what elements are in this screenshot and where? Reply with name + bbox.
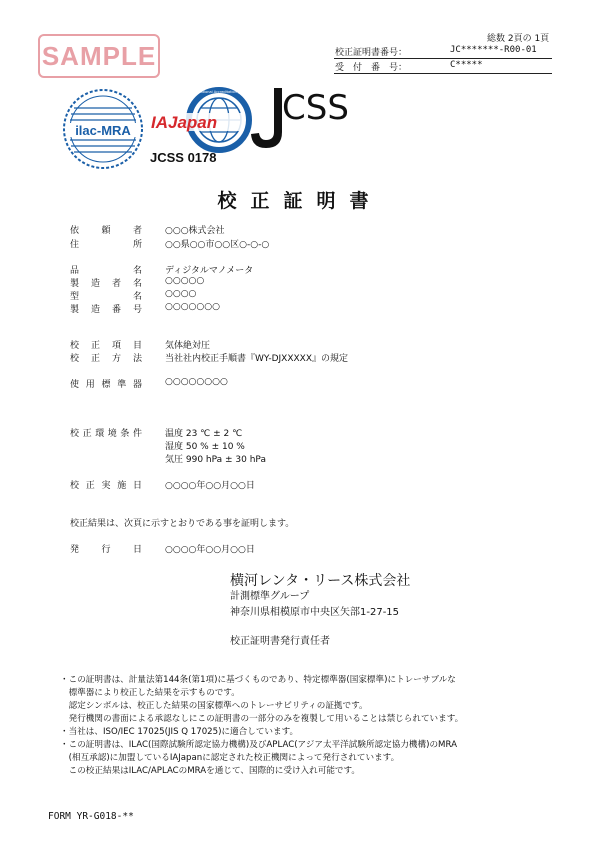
- receipt-number-label: 受 付 番 号：: [335, 63, 408, 73]
- environment-label: 校正環境条件: [70, 429, 142, 439]
- note-line: 標準器により校正した結果を示すものです。: [60, 688, 240, 698]
- maker-value: ○○○○○: [165, 276, 205, 286]
- env-humidity: 湿度 50 % ± 10 %: [165, 442, 245, 452]
- env-temperature: 温度 23 ℃ ± 2 ℃: [165, 429, 243, 439]
- iajapan-text: IAJapan: [151, 113, 218, 132]
- jcss-mark: [248, 84, 388, 154]
- serial-label: 製造番号: [70, 305, 142, 315]
- jcss-number: JCSS 0178: [150, 150, 217, 165]
- page-count: 総数 2頁の 1頁: [487, 34, 550, 44]
- address-value: ○○県○○市○○区○-○-○: [165, 240, 270, 250]
- issue-date-value: ○○○○年○○月○○日: [165, 545, 255, 555]
- form-number: FORM YR-G018-**: [48, 811, 134, 822]
- certification-statement: 校正結果は、次頁に示すとおりである事を証明します。: [70, 519, 295, 529]
- issue-date-label: 発行日: [70, 545, 142, 555]
- iajapan-ring-text: International Accreditation Japan: [190, 90, 248, 94]
- cert-number-value: JC*******-R00-01: [450, 45, 537, 55]
- standard-value: ○○○○○○○○: [165, 377, 228, 387]
- calibration-date-label: 校正実施日: [70, 481, 142, 491]
- issuer-responsible: 校正証明書発行責任者: [230, 636, 330, 647]
- client-value: ○○○株式会社: [165, 226, 225, 236]
- note-line: ・この証明書は、ILAC(国際試験所認定協力機構)及びAPLAC(アジア太平洋試験所認定協力機構)のMRA: [60, 740, 457, 750]
- env-pressure: 気圧 990 hPa ± 30 hPa: [165, 455, 266, 465]
- address-label: 住所: [70, 240, 142, 250]
- jcss-text: CSS: [282, 88, 349, 128]
- item-label: 校正項目: [70, 341, 142, 351]
- iajapan-logo: [148, 86, 258, 156]
- header-rule-2: [334, 73, 552, 74]
- model-label: 型名: [70, 292, 142, 302]
- note-line: ・この証明書は、計量法第144条(第1項)に基づくものであり、特定標準器(国家標準)にトレーサブルな: [60, 675, 456, 685]
- method-value: 当社社内校正手順書『WY-DJXXXXX』の規定: [165, 354, 348, 364]
- note-line: 発行機関の書面による承認なしにこの証明書の一部分のみを複製して用いることは禁じられています。: [60, 714, 464, 724]
- calibration-date-value: ○○○○年○○月○○日: [165, 481, 255, 491]
- method-label: 校正方法: [70, 354, 142, 364]
- product-value: ディジタルマノメータ: [165, 266, 254, 276]
- note-line: ・当社は、ISO/IEC 17025(JIS Q 17025)に適合しています。: [60, 727, 299, 737]
- issuer-department: 計測標準グループ: [230, 591, 310, 602]
- issuer-company: 横河レンタ・リース株式会社: [230, 573, 411, 589]
- sample-stamp: SAMPLE: [38, 34, 160, 78]
- ilac-mra-logo: [62, 88, 144, 170]
- standard-label: 使用標準器: [70, 380, 142, 390]
- item-value: 気体絶対圧: [165, 341, 211, 351]
- issuer-address: 神奈川県相模原市中央区矢部1-27-15: [230, 607, 400, 618]
- product-label: 品名: [70, 266, 142, 276]
- note-line: 認定シンボルは、校正した結果の国家標準へのトレーサビリティの証拠です。: [60, 701, 368, 711]
- document-title: 校正証明書: [217, 190, 383, 212]
- note-line: この校正結果はILAC/APLACのMRAを通じて、国際的に受け入れ可能です。: [60, 766, 361, 776]
- header-rule-1: [334, 58, 552, 59]
- model-value: ○○○○: [165, 289, 197, 299]
- ilac-mra-text: ilac-MRA: [75, 123, 131, 138]
- serial-value: ○○○○○○○: [165, 302, 220, 312]
- cert-number-label: 校正証明書番号：: [335, 48, 408, 58]
- client-label: 依頼者: [70, 226, 142, 236]
- maker-label: 製造者名: [70, 279, 142, 289]
- note-line: (相互承認)に加盟しているIAJapanに認定された校正機関によって発行されています。: [60, 753, 400, 763]
- receipt-number-value: C*****: [450, 60, 483, 70]
